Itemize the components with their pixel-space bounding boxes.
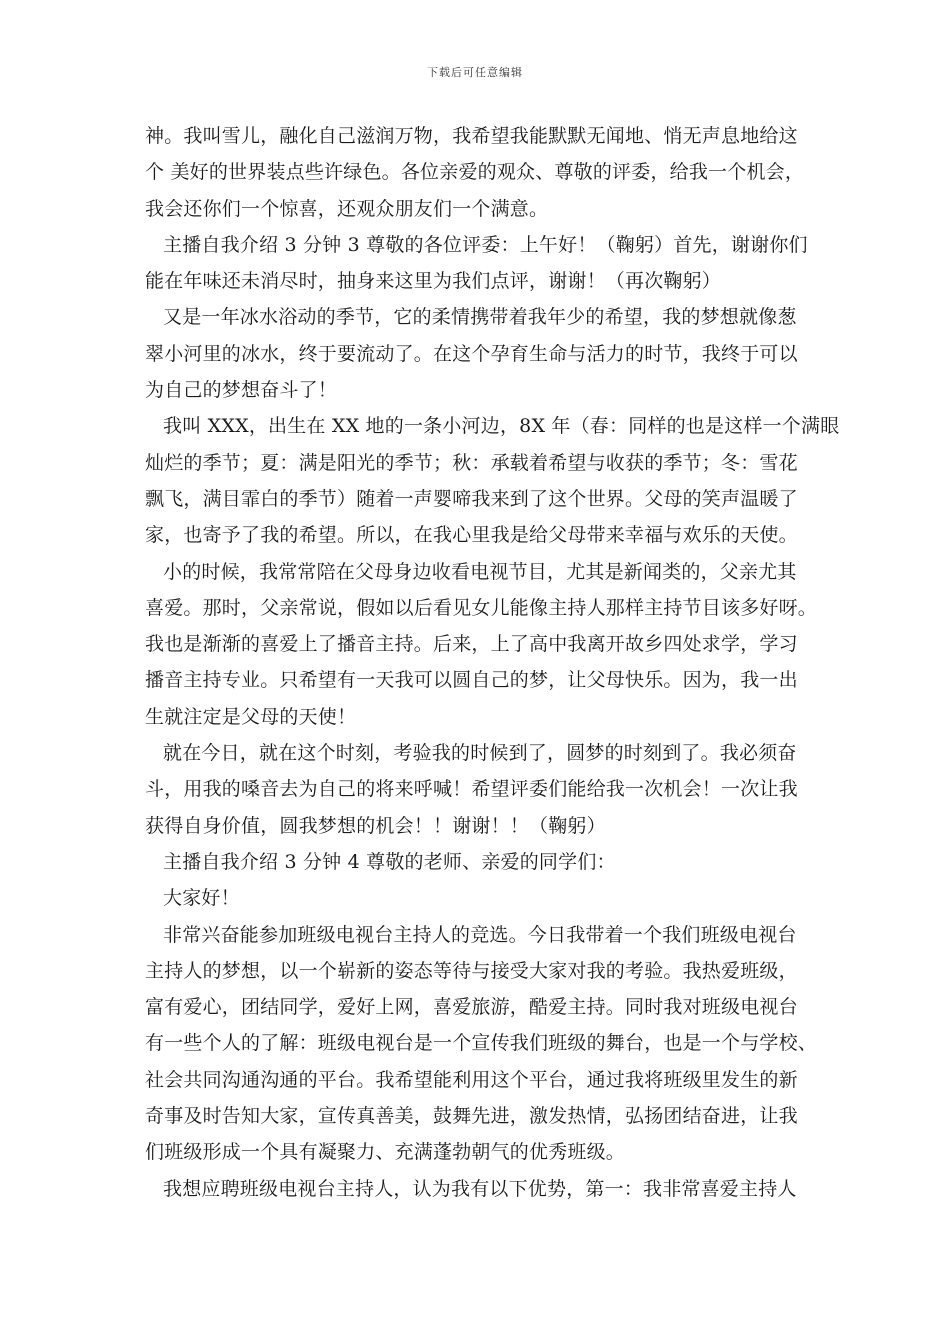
text-line: 就在今日，就在这个时刻，考验我的时候到了，圆梦的时刻到了。我必须奋 [163,742,797,765]
text-line: 我想应聘班级电视台主持人，认为我有以下优势，第一：我非常喜爱主持人 [163,1177,797,1200]
text-line: 我会还你们一个惊喜，还观众朋友们一个满意。 [145,197,549,220]
text-line: 喜爱。那时，父亲常说，假如以后看见女儿能像主持人那样主持节目该多好呀。 [145,596,818,619]
document-body [145,118,840,1207]
text-line: 斗，用我的嗓音去为自己的将来呼喊！希望评委们能给我一次机会！一次让我 [145,778,798,801]
text-line: 大家好！ [163,887,240,910]
text-line: 富有爱心，团结同学，爱好上网，喜爱旅游，酷爱主持。同时我对班级电视台 [145,996,798,1019]
text-line: 们班级形成一个具有凝聚力、充满蓬勃朝气的优秀班级。 [145,1141,626,1164]
page-header: 下载后可任意编辑 [427,66,523,79]
text-line: 能在年味还未消尽时，抽身来这里为我们点评，谢谢！（再次鞠躬） [145,270,722,293]
text-line: 飘飞，满目霏白的季节）随着一声婴啼我来到了这个世界。父母的笑声温暖了 [145,487,798,510]
text-line: 为自己的梦想奋斗了！ [145,379,338,402]
text-line: 个 美好的世界装点些许绿色。各位亲爱的观众、尊敬的评委，给我一个机会， [145,161,805,184]
text-line: 主播自我介绍 3 分钟 3 尊敬的各位评委：上午好！（鞠躬）首先，谢谢你们 [163,233,808,256]
text-line: 奇事及时告知大家，宣传真善美，鼓舞先进，激发热情，弘扬团结奋进，让我 [145,1105,798,1128]
text-line: 有一些个人的了解：班级电视台是一个宣传我们班级的舞台，也是一个与学校、 [145,1032,818,1055]
text-line: 翠小河里的冰水，终于要流动了。在这个孕育生命与活力的时节，我终于可以 [145,342,798,365]
text-line: 灿烂的季节；夏：满是阳光的季节；秋：承载着希望与收获的季节；冬：雪花 [145,451,798,474]
text-line: 家，也寄予了我的希望。所以，在我心里我是给父母带来幸福与欢乐的天使。 [145,524,798,547]
text-line: 神。我叫雪儿，融化自己滋润万物，我希望我能默默无闻地、悄无声息地给这 [145,125,798,147]
text-line: 主播自我介绍 3 分钟 4 尊敬的老师、亲爱的同学们： [163,850,616,873]
text-line: 主持人的梦想，以一个崭新的姿态等待与接受大家对我的考验。我热爱班级， [145,959,798,982]
text-line: 又是一年冰水浴动的季节，它的柔情携带着我年少的希望，我的梦想就像葱 [163,306,797,329]
text-line: 小的时候，我常常陪在父母身边收看电视节目，尤其是新闻类的，父亲尤其 [163,560,797,583]
text-line: 社会共同沟通沟通的平台。我希望能利用这个平台，通过我将班级里发生的新 [145,1068,798,1091]
text-line: 获得自身价值，圆我梦想的机会！！谢谢！！（鞠躬） [145,814,606,837]
text-line: 生就注定是父母的天使！ [145,705,357,728]
text-line: 我也是渐渐的喜爱上了播音主持。后来，上了高中我离开故乡四处求学，学习 [145,633,798,656]
text-line: 我叫 XXX，出生在 XX 地的一条小河边，8X 年（春：同样的也是这样一个满眼 [163,415,840,438]
text-line: 播音主持专业。只希望有一天我可以圆自己的梦，让父母快乐。因为，我一出 [145,669,798,692]
text-line: 非常兴奋能参加班级电视台主持人的竞选。今日我带着一个我们班级电视台 [163,923,797,946]
